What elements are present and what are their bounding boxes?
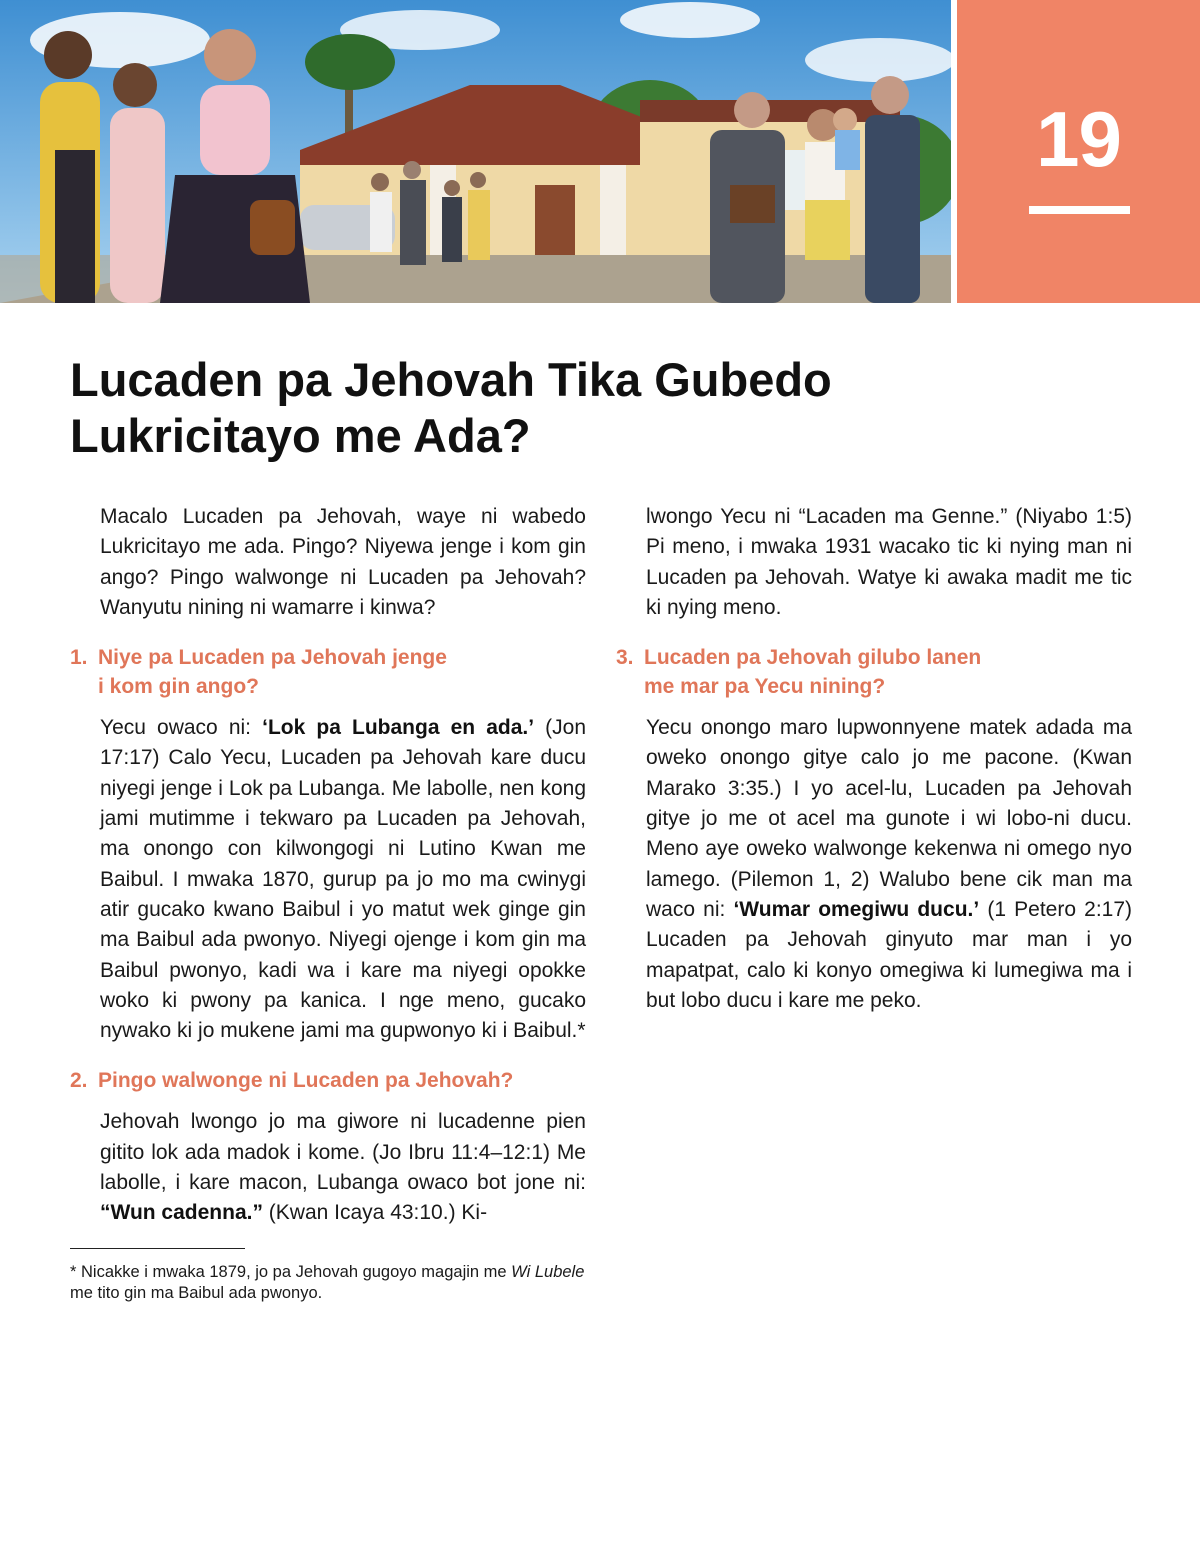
footnote-text-end: me tito gin ma Baibul ada pwonyo. (70, 1284, 323, 1302)
question-3-line2: me mar pa Yecu nining? (644, 675, 886, 699)
answer-paragraph-2 (100, 1107, 586, 1228)
answer-2-text-end: (Kwan Icaya 43:10.) Ki- (262, 1201, 488, 1225)
question-3-line1: Lucaden pa Jehovah gilubo lanen (644, 646, 982, 670)
page-title-line1: Lucaden pa Jehovah Tika Gubedo (70, 353, 832, 406)
answer-3-text-start: Yecu onongo maro lupwonnyene matek adada ma oweko onongo gitye calo jo me pacone. (Kwan Marako 3:35.) I yo acel-lu, Lucaden pa Jehovah gitye jo me ot acel ma gunote i wi lobo-ni ducu. Meno aye oweko walwonge kekenwa ni omego nyo lamego. (Pilemon 1, 2) Walubo bene cik man ma waco ni: (646, 716, 1132, 921)
answer-1-text-end: (Jon 17:17) Calo Yecu, Lucaden pa Jehovah kare ducu niyegi jenge i Lok pa Lubanga. Me labolle, nen kong jami mutimme i tekwaro pa Lucaden pa Jehovah, ma onongo con kilwongogi ni Lutino Kwan me Baibul. I mwaka 1870, gurup pa jo mo ma cwinygi atir gucako kwano Baibul i yo matut wek ginge gin ma Baibul ada pwonyo. Niyegi ojenge i kom gin ma Baibul pwonyo, kadi wa i kare ma niyegi opokke woko ki pwony pa kanica. I nge meno, gucako nywako ki jo mukene jami ma gupwonyo ki i Baibul.* (100, 716, 587, 1043)
answer-3-scripture-quote: ‘Wumar omegiwu ducu.’ (733, 897, 980, 921)
answer-1-text-start: Yecu owaco ni: (100, 716, 263, 740)
left-column (70, 502, 586, 1229)
answer-paragraph-1 (100, 713, 586, 1046)
answer-2-text-start: Jehovah lwongo jo ma giwore ni lucadenne pien gitito lok ada madok i kome. (Jo Ibru 11:4–12:1) Me labolle, i kare macon, Lubanga owaco bot jone ni: (100, 1110, 586, 1195)
header-photo (0, 0, 951, 303)
footnote (70, 1262, 586, 1304)
question-number-2: 2. (70, 1069, 88, 1093)
answer-paragraph-3 (646, 713, 1132, 1016)
question-1-line2: i kom gin ango? (98, 675, 259, 699)
question-number-3: 3. (616, 646, 634, 670)
lesson-number-underline (1029, 206, 1130, 214)
question-number-1: 1. (70, 646, 88, 670)
question-2-line1: Pingo walwonge ni Lucaden pa Jehovah? (98, 1069, 514, 1093)
lesson-number-box (957, 0, 1200, 303)
page-title (70, 352, 1070, 464)
footnote-text-start: * Nicakke i mwaka 1879, jo pa Jehovah gugoyo magajin me (70, 1263, 512, 1281)
footnote-divider (70, 1248, 245, 1249)
intro-paragraph: Macalo Lucaden pa Jehovah, waye ni wabedo Lukricitayo me ada. Pingo? Niyewa jenge i kom gin ango? Pingo walwonge ni Lucaden pa Jehovah? Wanyutu nining ni wamarre i kinwa? (100, 505, 586, 619)
answer-1-scripture-quote: ‘Lok pa Lubanga en ada.’ (262, 716, 535, 740)
question-1-line1: Niye pa Lucaden pa Jehovah jenge (98, 646, 447, 670)
answer-3-text-end: (1 Petero 2:17) Lucaden pa Jehovah ginyuto mar man i yo mapatpat, calo ki konyo omegiwa ki lumegiwa ma i but lobo ducu i kare me peko. (646, 897, 1133, 1012)
page-title-line2: Lukricitayo me Ada? (70, 409, 531, 462)
question-heading-2 (70, 1066, 586, 1095)
question-heading-1 (70, 643, 586, 701)
question-heading-3 (616, 643, 1132, 701)
footnote-magazine-title: Wi Lubele (511, 1263, 585, 1281)
answer-paragraph-2-continued: lwongo Yecu ni “Lacaden ma Genne.” (Niyabo 1:5) Pi meno, i mwaka 1931 wacako tic ki nying man ni Lucaden pa Jehovah. Watye ki awaka madit me tic ki nying meno. (646, 505, 1132, 619)
answer-2-scripture-quote: “Wun cadenna.” (100, 1201, 263, 1225)
right-column (616, 502, 1132, 1016)
lesson-number: 19 (1036, 95, 1121, 183)
